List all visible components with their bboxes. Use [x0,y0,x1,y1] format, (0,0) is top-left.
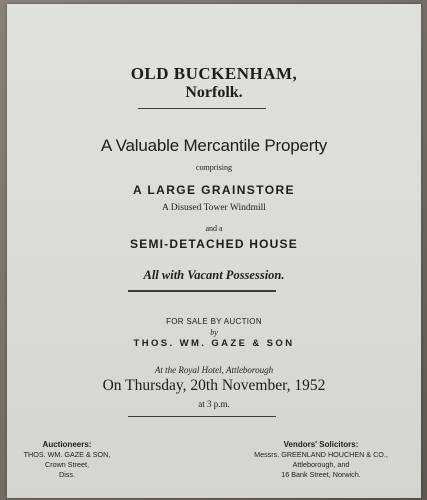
divider [128,290,276,292]
by-text: by [210,328,218,337]
auctioneers-line: Crown Street, [45,460,89,469]
auctioneers-block [9,440,125,480]
lot-windmill-detail: A Disused Tower Windmill [162,203,266,213]
solicitors-line: 16 Bank Street, Norwich. [281,470,361,479]
divider [138,108,266,109]
lot-house: SEMI-DETACHED HOUSE [130,237,298,251]
divider [128,416,276,417]
venue-text: At the Royal Hotel, Attleborough [154,365,274,375]
auction-time: at 3 p.m. [198,399,230,409]
county-title: Norfolk. [185,84,243,101]
solicitors-heading: Vendors' Solicitors: [283,440,359,449]
sale-text: FOR SALE BY AUCTION [166,317,262,326]
solicitors-line: Messrs. GREENLAND HOUCHEN & CO., [254,450,388,459]
solicitors-line: Attleborough, and [292,460,350,469]
auction-notice-sheet [7,4,421,498]
and-text: and a [205,224,223,233]
auction-date: On Thursday, 20th November, 1952 [102,377,326,394]
comprising-text: comprising [196,163,232,172]
auctioneer-name: THOS. WM. GAZE & SON [133,338,295,349]
place-title: OLD BUCKENHAM, [130,64,298,83]
auctioneers-line: THOS. WM. GAZE & SON, [23,450,111,459]
solicitors-block [225,440,417,480]
auctioneers-line: Diss. [59,470,75,479]
lot-grainstore: A LARGE GRAINSTORE [133,183,295,197]
property-headline: A Valuable Mercantile Property [100,136,328,155]
auctioneers-heading: Auctioneers: [42,440,92,449]
vacant-possession: All with Vacant Possession. [143,268,285,282]
